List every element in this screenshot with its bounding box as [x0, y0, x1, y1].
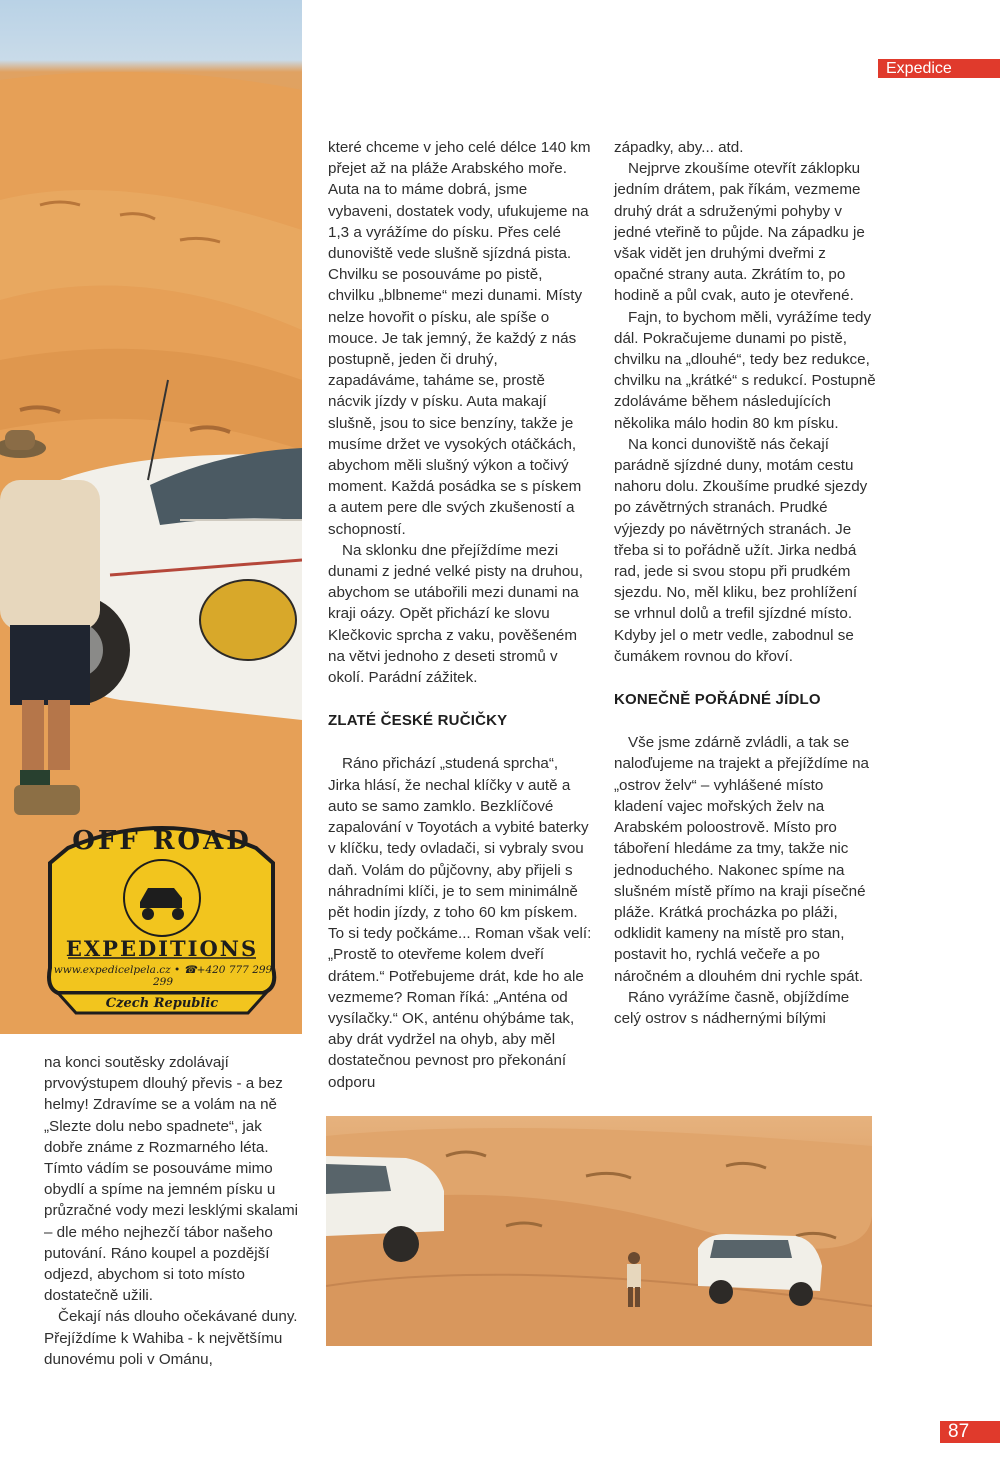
- paragraph: Na sklonku dne přejíždíme mezi dunami z jedné velké pisty na druhou, abychom se utábořili mezi dunami na kraji oázy. Opět přichází ke slovu Klečkovic sprcha z vaku, pověšeném na větvi jednoho z deseti stromů v okolí. Parádní zážitek.: [328, 541, 583, 687]
- badge-bottom-text: EXPEDITIONS: [65, 936, 259, 961]
- text-column-middle: [328, 137, 592, 1093]
- paragraph: Ráno přichází „studená sprcha“, Jirka hlásí, že nechal klíčky v autě a auto se samo zamklo. Bezklíčové zapalování v Toyotách a vybité baterky v klíčku, tedy ovladači, si vybraly svou daň. Volám do půjčovny, aby přijeli s náhradními klíči, je to sem minimálně pět hodin jízdy, z toho 60 km pískem. To si tedy počkáme... Roman však velí: „Prostě to otevřeme kolem dveří drátem.“ Potřebujeme drát, kde ho ale vezmeme? Roman říká: „Anténa od vysílačky.“ OK, anténu ohýbáme tak, aby drát vydržel na ohyb, aby měl dostatečnou pevnost pro překonání odporu: [328, 755, 592, 1091]
- text-column-right: [614, 137, 876, 1029]
- paragraph: na konci soutěsky zdolávají prvovýstupem dlouhý převis - a bez helmy! Zdravíme se a volám na ně „Slezte dolu nebo spadnete“, jak dobře známe z Rozmarného léta. Tímto vádím se posouváme mimo obydlí a spíme na jemném písku u průzračné vody mezi lesklými skalami – dle mého nejhezčí tábor našeho putování. Ráno koupel a pozdější odjezd, abychom si toto místo dostatečně užili.: [44, 1054, 299, 1305]
- badge-contact: www.expedicelpela.cz • ☎+420 777 299 299: [53, 964, 273, 988]
- text-column-left: [44, 1052, 302, 1370]
- badge-top-text: OFF ROAD: [72, 826, 252, 856]
- paragraph: západky, aby... atd.: [614, 139, 744, 156]
- paragraph: Čekají nás dlouho očekávané duny. Přejíždíme k Wahiba - k největšímu dunovému poli v Ománu,: [44, 1308, 298, 1368]
- off-road-expeditions-badge: [38, 818, 286, 1018]
- photo-dunes-cars: [326, 1116, 872, 1346]
- paragraph: Ráno vyrážíme časně, objíždíme celý ostrov s nádhernými bílými: [614, 988, 850, 1027]
- section-heading: ZLATÉ ČESKÉ RUČIČKY: [328, 712, 508, 730]
- paragraph: Fajn, to bychom měli, vyrážíme tedy dál. Pokračujeme dunami po pistě, chvilku na „dlouhé“, tedy bez redukce, chvilku na „krátké“ s redukcí. Postupně zdoláváme během následujících několika málo hodin 80 km písku.: [614, 308, 876, 432]
- section-heading: KONEČNĚ POŘÁDNÉ JÍDLO: [614, 691, 821, 709]
- paragraph: Vše jsme zdárně zvládli, a tak se naloďujeme na trajekt a přejíždíme na „ostrov želv“ – vyhlášené místo kladení vajec mořských želv na Arabském poloostrově. Místo pro táboření hledáme za tmy, takže nic jednoduchého. Nakonec spíme na slušném místě přímo na kraji písečné pláže. Krátká procházka po pláži, odklidit kameny na místě pro stan, postavit ho, rychlá večeře a po náročném a dlouhém dni rychle spát.: [614, 734, 870, 985]
- paragraph: Na konci dunoviště nás čekají parádně sjízdné duny, motám cestu nahoru dolu. Zkoušíme prudké sjezdy po závětrných stranách. Prudké výjezdy po návětrných stranách. Je třeba si to pořádně užít. Jirka nedbá rad, jede si svou stopu při prudkém sjezdu. No, měl kliku, bez prohlížení se vrhnul dolů a trefil sjízdné místo. Kdyby jel o metr vedle, zabodnul se čumákem rovnou do křoví.: [614, 435, 868, 665]
- section-tag: Expedice: [878, 59, 1000, 78]
- page-number: 87: [940, 1421, 1000, 1443]
- paragraph: Nejprve zkoušíme otevřít záklopku jedním drátem, pak říkám, vezmeme druhý drát a sdruženými pohyby v jedné vteřině to půjde. Na západku je však vidět jen druhými dveřmi z opačné strany auta. Zkrátím to, po hodině a půl cvak, auto je otevřené.: [614, 160, 865, 305]
- badge-country: Czech Republic: [105, 996, 219, 1011]
- paragraph: které chceme v jeho celé délce 140 km přejet až na pláže Arabského moře. Auta na to máme dobrá, jsme vybaveni, dostatek vody, ufukujeme na 1,3 a vyrážíme do písku. Přes celé dunoviště vede slušně sjízdná pista. Chvilku se posouváme po pistě, chvilku „blbneme“ mezi dunami. Místy nelze hovořit o písku, ale spíše o mouce. Je tak jemný, že každý z nás postupně, jeden či druhý, zapadáváme, taháme se, prostě nácvik jízdy v písku. Auta makají slušně, jsou to sice benzíny, takže je musíme držet ve vysokých otáčkách, abychom měli slušný výkon a točivý moment. Každá posádka se s pískem a autem pere dle svých zkušeností a schopností.: [328, 139, 591, 538]
